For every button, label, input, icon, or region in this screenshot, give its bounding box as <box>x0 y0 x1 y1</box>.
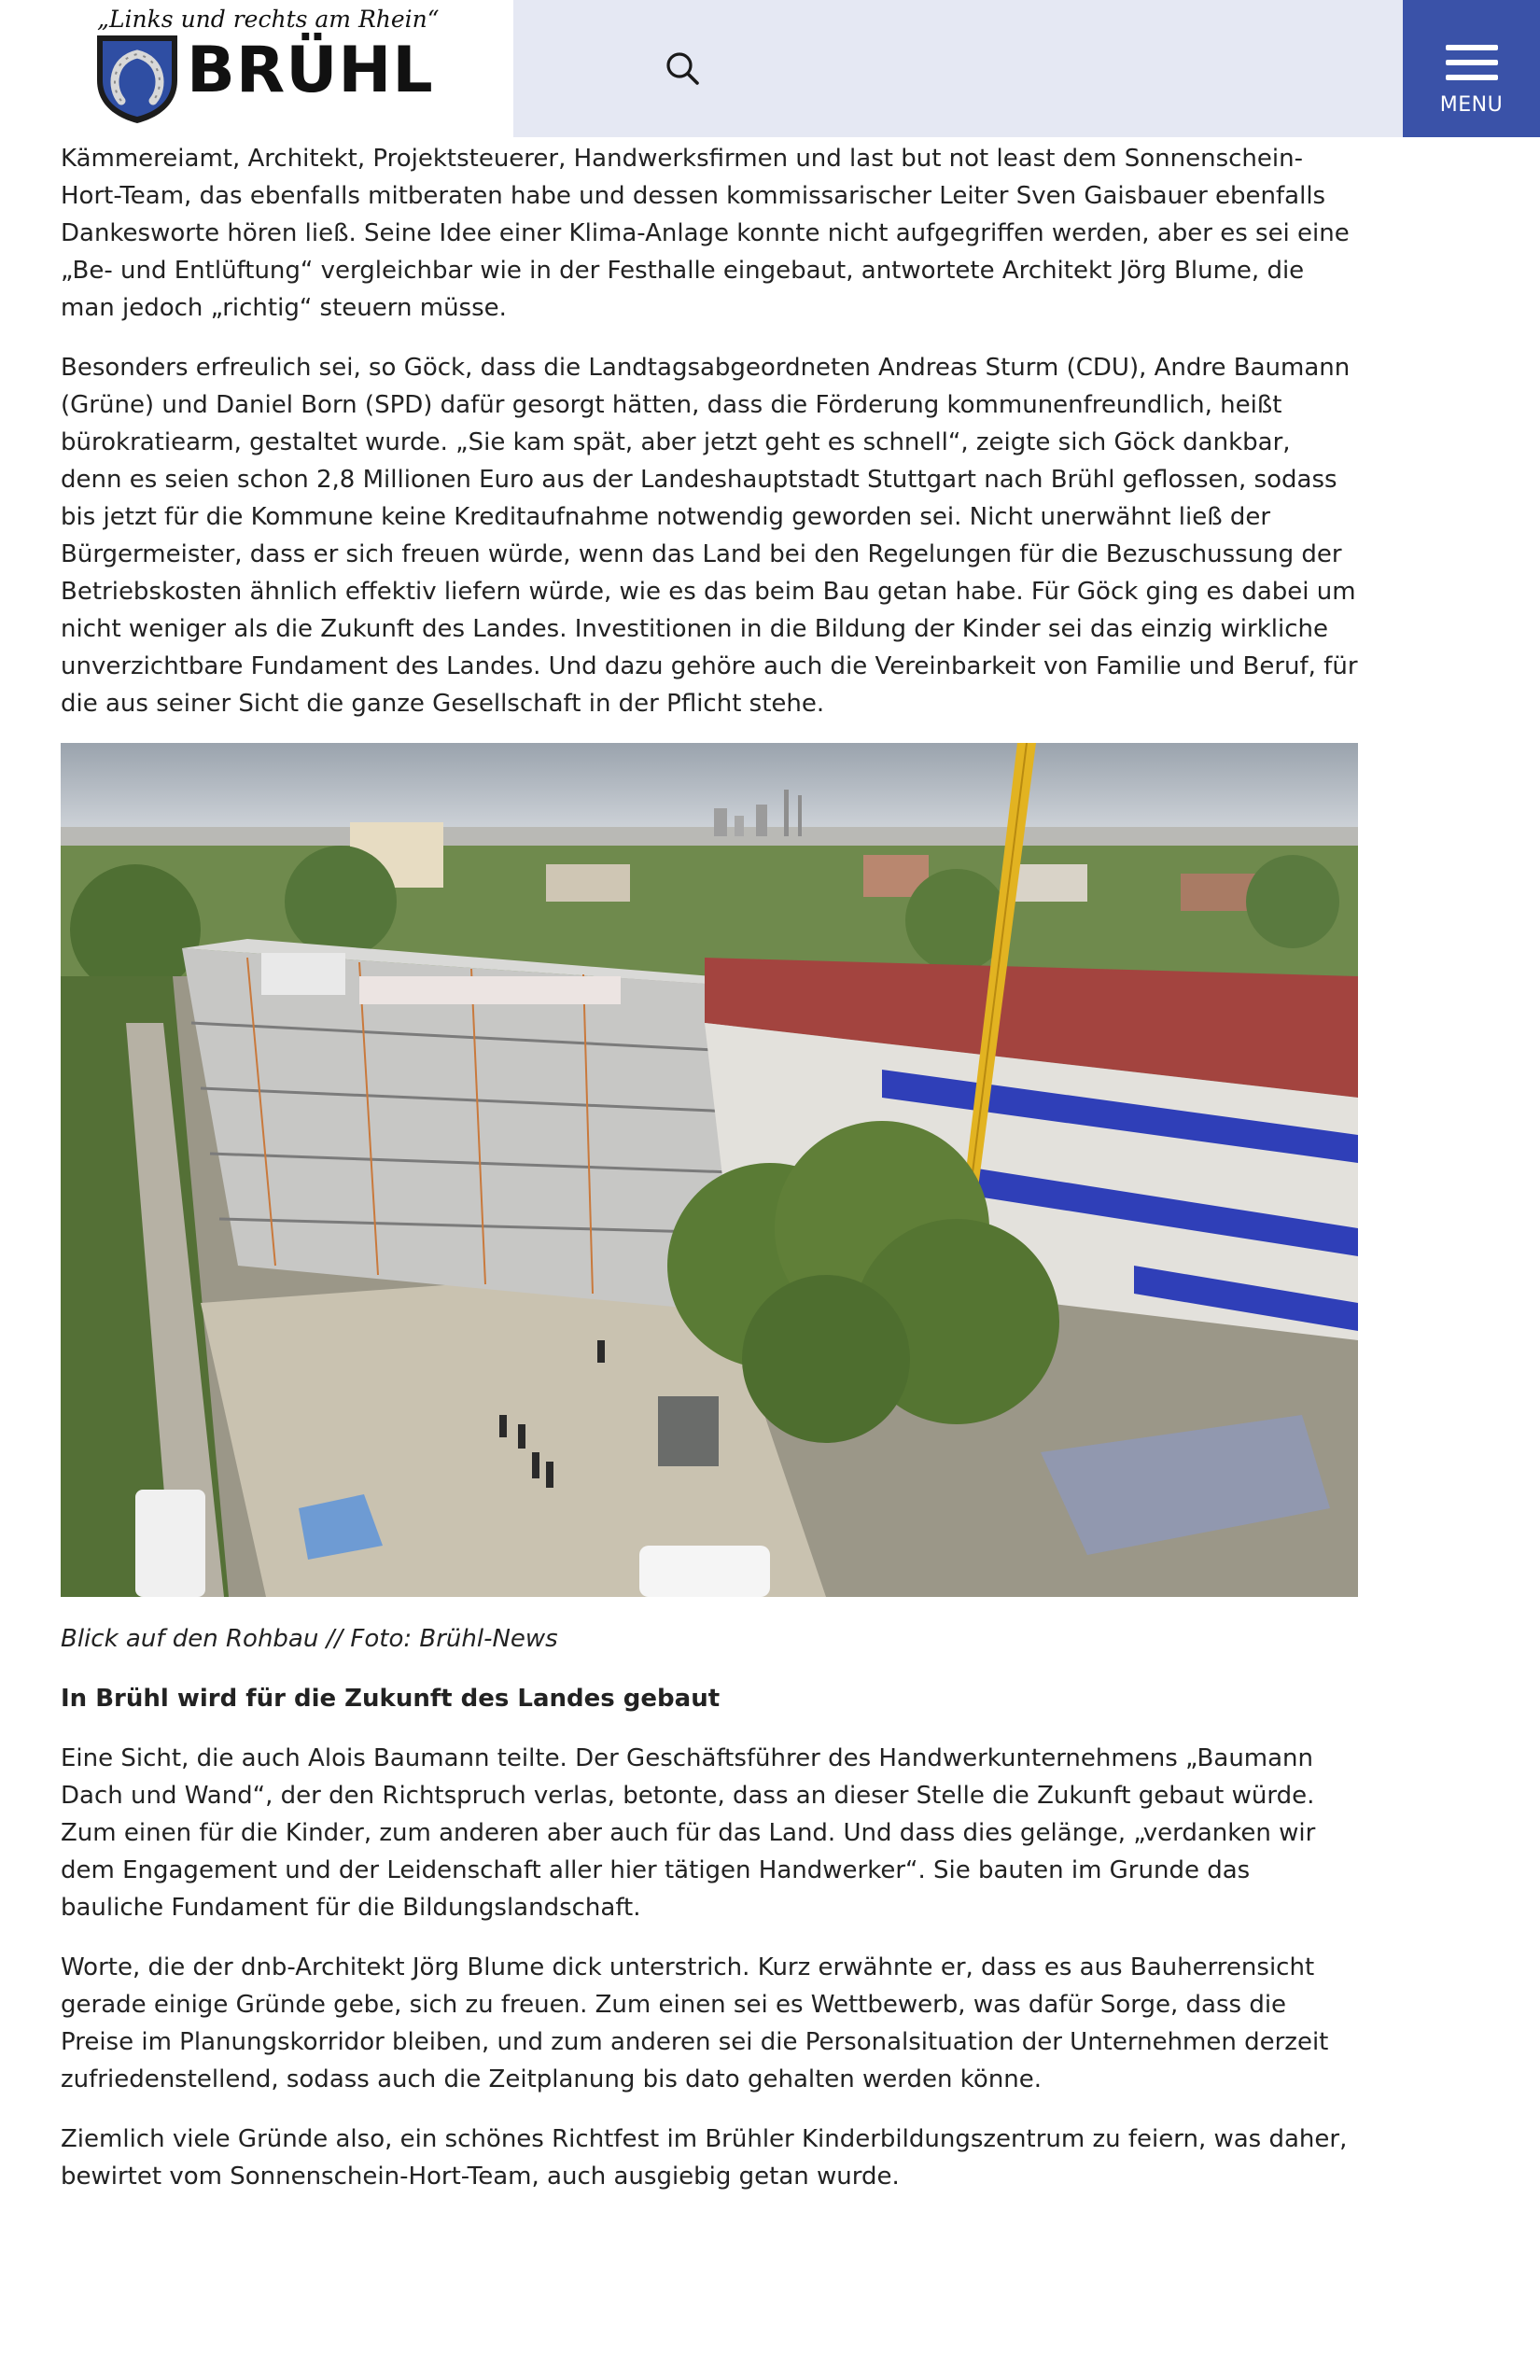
menu-label: MENU <box>1439 93 1504 117</box>
logo-slogan: „Links und rechts am Rhein“ <box>97 6 440 33</box>
photo-caption: Blick auf den Rohbau // Foto: Brühl-News <box>61 1625 558 1653</box>
menu-button[interactable] <box>1403 0 1540 137</box>
coat-of-arms-horseshoe-icon <box>93 32 181 125</box>
article-paragraph: Eine Sicht, die auch Alois Baumann teilte. Der Geschäftsführer des Handwerkunternehmens „Baumann Dach und Wand“, der den Richtspruch verlas, betonte, dass an dieser Stelle die Zukunft gebaut würde. Zum einen für die Kinder, zum anderen aber auch für das Land. Und dass dies gelänge, „verdanken wir dem Engagement und der Leidenschaft aller hier tätigen Handwerker“. Sie bauten im Grunde das bauliche Fundament für die Bildungslandschaft. <box>61 1744 1316 1922</box>
article-photo[interactable] <box>61 743 1358 1597</box>
logo-wordmark: BRÜHL <box>187 34 434 107</box>
search-icon[interactable] <box>663 49 704 90</box>
site-header <box>0 0 1540 137</box>
site-logo[interactable] <box>0 0 513 137</box>
search-bar[interactable] <box>513 0 1403 137</box>
article-paragraph: Kämmereiamt, Architekt, Projektsteuerer, Handwerksfirmen und last but not least dem Sonnenschein-Hort-Team, das ebenfalls mitberaten habe und dessen kommissarischer Leiter Sven Gaisbauer ebenfalls Dankesworte hören ließ. Seine Idee einer Klima-Anlage konnte nicht aufgegriffen werden, aber es sei eine „Be- und Entlüftung“ vergleichbar wie in der Festhalle eingebaut, antwortete Architekt Jörg Blume, die man jedoch „richtig“ steuern müsse. <box>61 145 1350 322</box>
article-paragraph: Ziemlich viele Gründe also, ein schönes Richtfest im Brühler Kinderbildungszentrum zu feiern, was daher, bewirtet vom Sonnenschein-Hort-Team, auch ausgiebig getan wurde. <box>61 2125 1348 2191</box>
article-body <box>61 140 1358 2195</box>
article-subheading: In Brühl wird für die Zukunft des Landes gebaut <box>61 1685 721 1713</box>
article-paragraph: Besonders erfreulich sei, so Göck, dass die Landtagsabgeordneten Andreas Sturm (CDU), Andre Baumann (Grüne) und Daniel Born (SPD) dafür gesorgt hätten, dass die Förderung kommunenfreundlich, heißt bürokratiearm, gestaltet wurde. „Sie kam spät, aber jetzt geht es schnell“, zeigte sich Göck dankbar, denn es seien schon 2,8 Millionen Euro aus der Landeshauptstadt Stuttgart nach Brühl geflossen, sodass bis jetzt für die Kommune keine Kreditaufnahme notwendig geworden sei. Nicht unerwähnt ließ der Bürgermeister, dass er sich freuen würde, wenn das Land bei den Regelungen für die Bezuschussung der Betriebskosten ähnlich effektiv liefern würde, wie es das beim Bau getan habe. Für Göck ging es dabei um nicht weniger als die Zukunft des Landes. Investitionen in die Bildung der Kinder sei das einzig wirkliche unverzichtbare Fundament des Landes. Und dazu gehöre auch die Vereinbarkeit von Familie und Beruf, für die aus seiner Sicht die ganze Gesellschaft in der Pflicht stehe. <box>61 354 1358 718</box>
article-paragraph: Worte, die der dnb-Architekt Jörg Blume dick unterstrich. Kurz erwähnte er, dass es aus Bauherrensicht gerade einige Gründe gebe, sich zu freuen. Zum einen sei es Wettbewerb, was dafür Sorge, dass die Preise im Planungskorridor bleiben, und zum anderen sei die Personalsituation der Unternehmen derzeit zufriedenstellend, sodass auch die Zeitplanung bis dato gehalten werden könne. <box>61 1953 1329 2093</box>
